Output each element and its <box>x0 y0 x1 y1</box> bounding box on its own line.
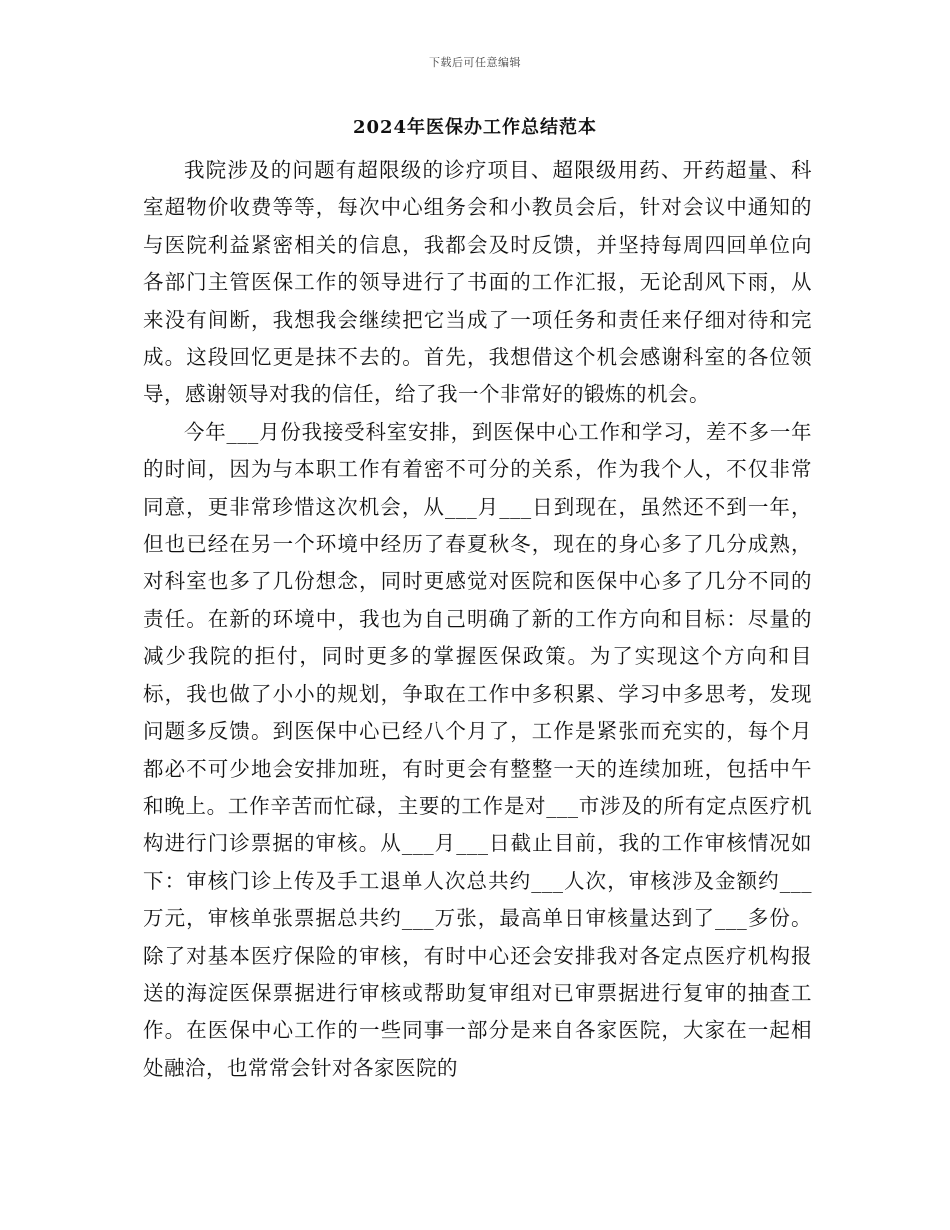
document-body <box>143 152 812 1087</box>
paragraph-1: 我院涉及的问题有超限级的诊疗项目、超限级用药、开药超量、科室超物价收费等等，每次中心组务会和小教员会后，针对会议中通知的与医院利益紧密相关的信息，我都会及时反馈，并坚持每周四回单位向各部门主管医保工作的领导进行了书面的工作汇报，无论刮风下雨，从来没有间断，我想我会继续把它当成了一项任务和责任来仔细对待和完成。这段回忆更是抹不去的。首先，我想借这个机会感谢科室的各位领导，感谢领导对我的信任，给了我一个非常好的锻炼的机会。 <box>143 158 812 407</box>
document-title: 2024年医保办工作总结范本 <box>352 117 598 138</box>
header-note: 下载后可任意编辑 <box>429 56 521 69</box>
paragraph-2: 今年___月份我接受科室安排，到医保中心工作和学习，差不多一年的时间，因为与本职工作有着密不可分的关系，作为我个人，不仅非常同意，更非常珍惜这次机会，从___月___日到现在，虽然还不到一年，但也已经在另一个环境中经历了春夏秋冬，现在的身心多了几分成熟，对科室也多了几份想念，同时更感觉对医院和医保中心多了几分不同的责任。在新的环境中，我也为自己明确了新的工作方向和目标：尽量的减少我院的拒付，同时更多的掌握医保政策。为了实现这个方向和目标，我也做了小小的规划，争取在工作中多积累、学习中多思考，发现问题多反馈。到医保中心已经八个月了，工作是紧张而充实的，每个月都必不可少地会安排加班，有时更会有整整一天的连续加班，包括中午和晚上。工作辛苦而忙碌，主要的工作是对___市涉及的所有定点医疗机构进行门诊票据的审核。从___月___日截止目前，我的工作审核情况如下：审核门诊上传及手工退单人次总共约___人次，审核涉及金额约___万元，审核单张票据总共约___万张，最高单日审核量达到了___多份。除了对基本医疗保险的审核，有时中心还会安排我对各定点医疗机构报送的海淀医保票据进行审核或帮助复审组对已审票据进行复审的抽查工作。在医保中心工作的一些同事一部分是来自各家医院，大家在一起相处融洽，也常常会针对各家医院的 <box>143 419 812 1080</box>
